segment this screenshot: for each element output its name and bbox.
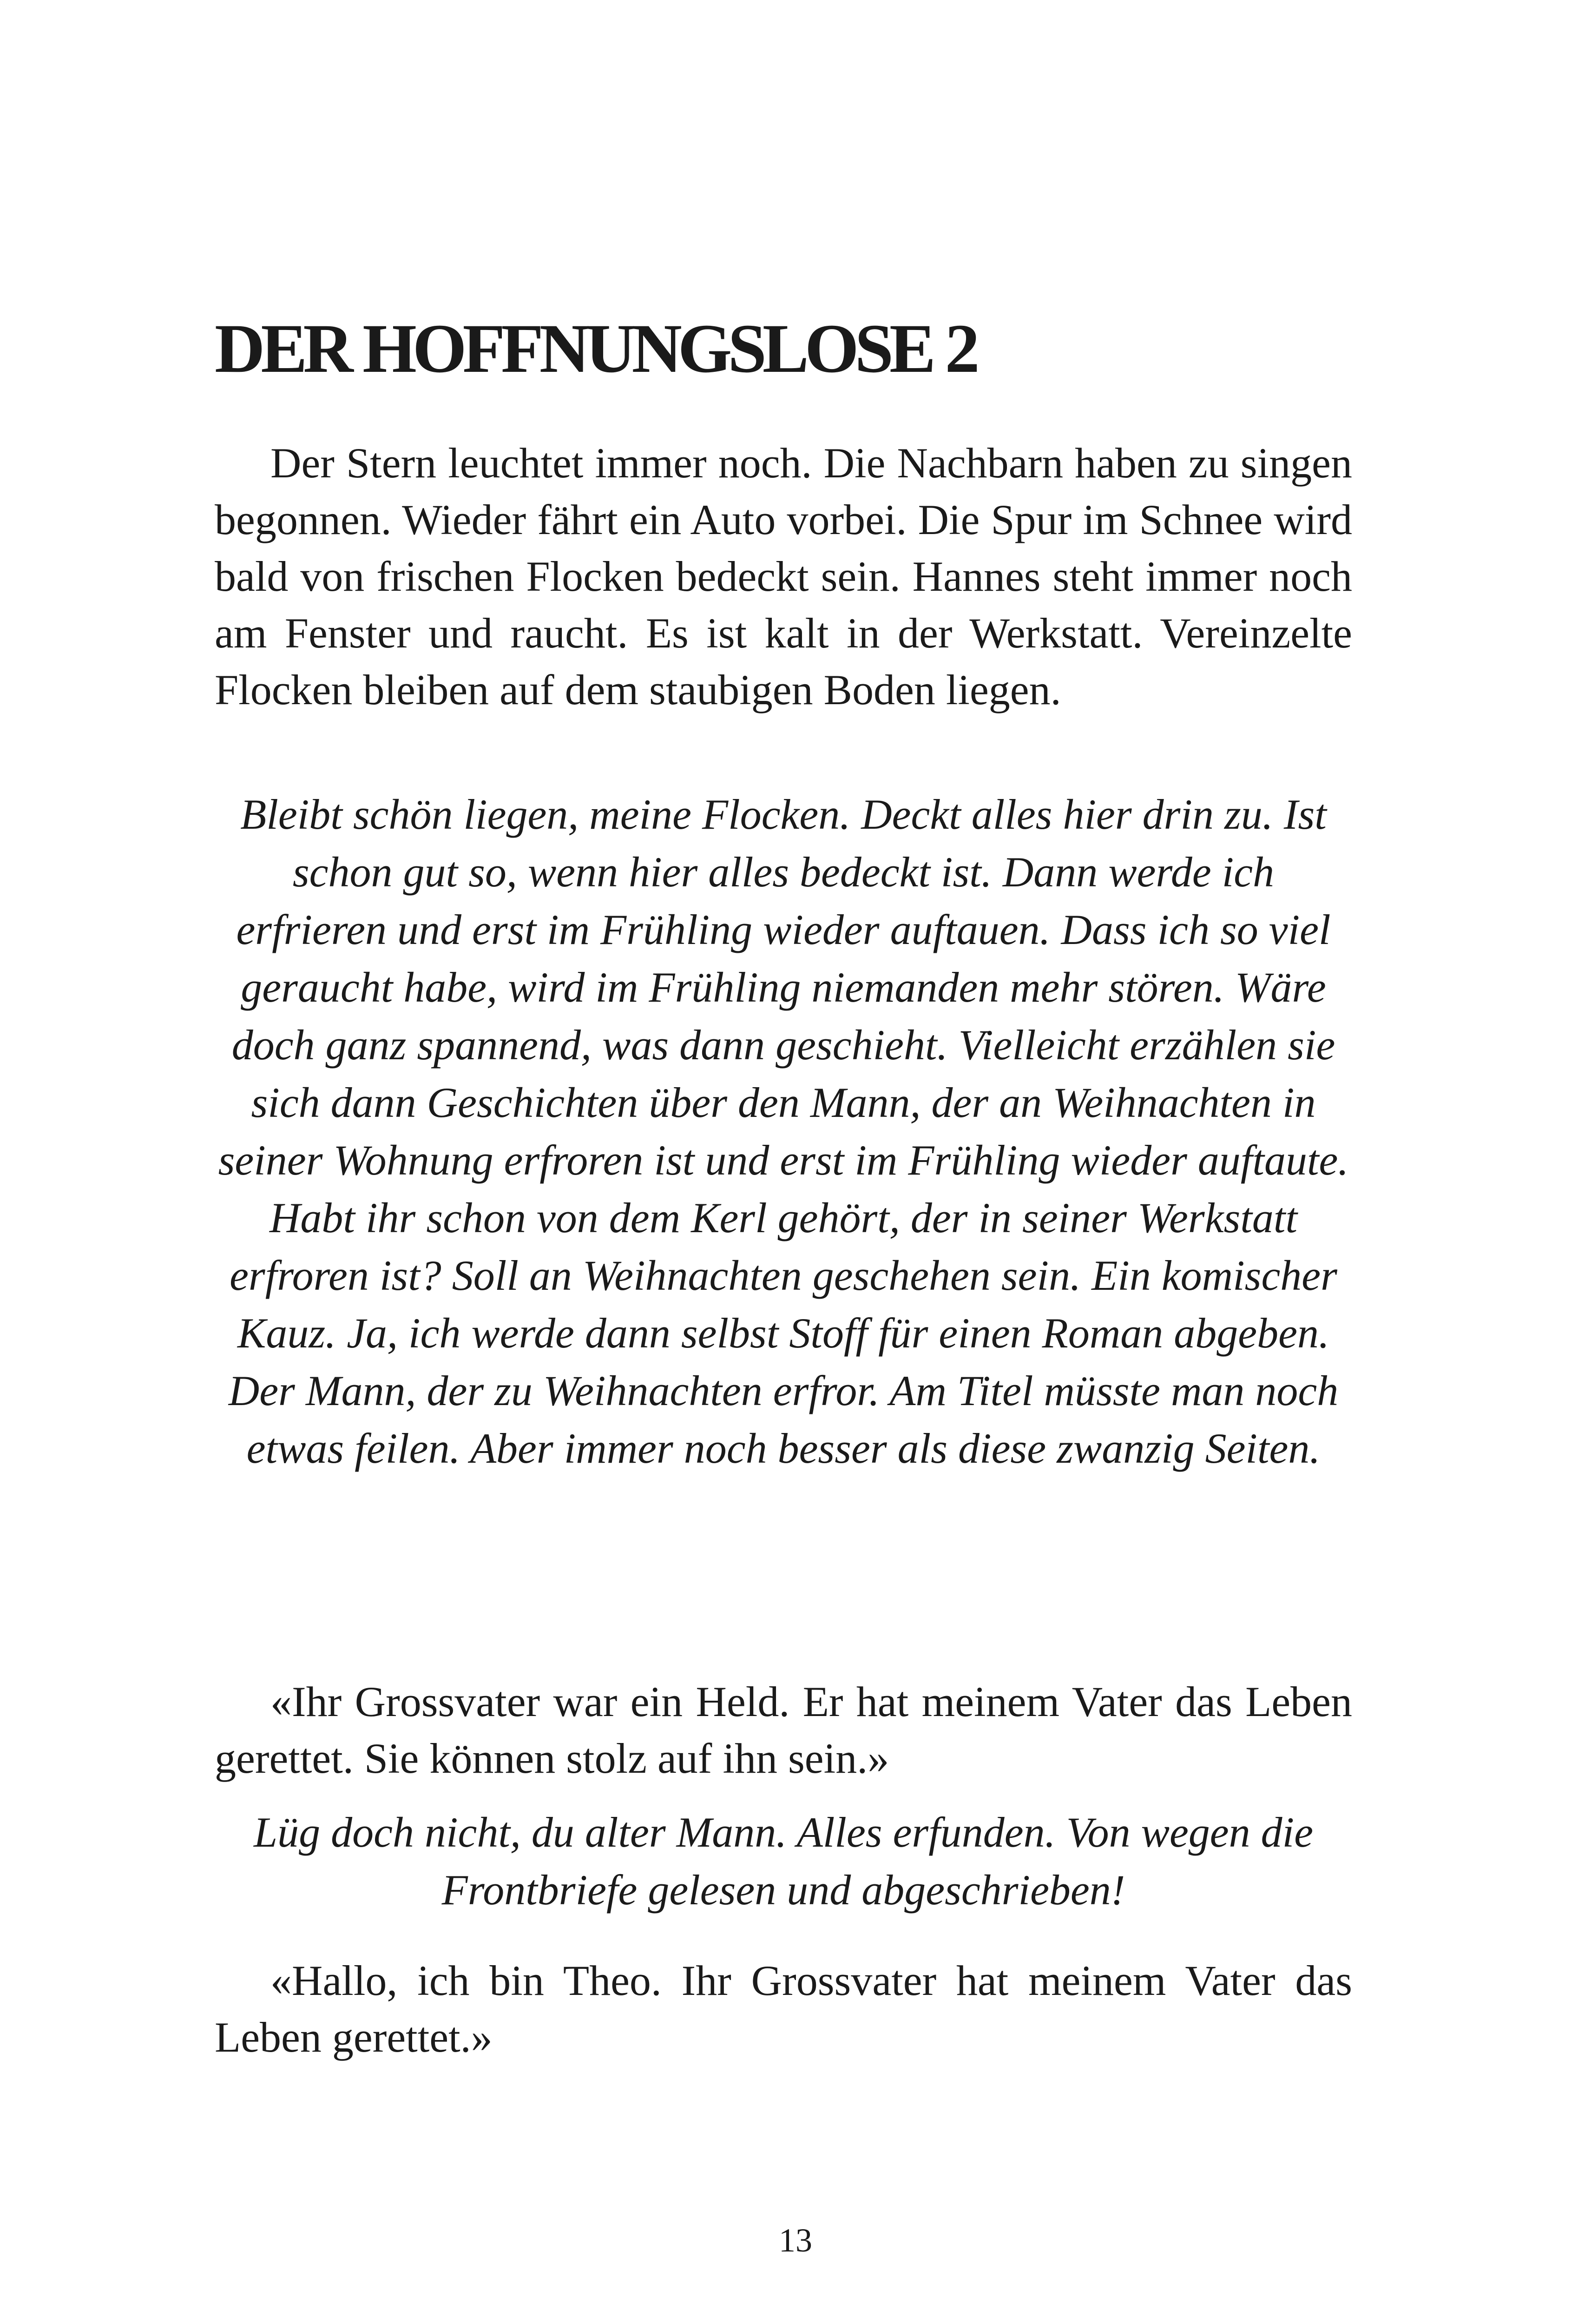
dialogue-paragraph: «Ihr Grossvater war ein Held. Er hat meinem Vater das Leben gerettet. Sie können stolz auf ihn sein.» — [215, 1678, 1352, 1782]
dialogue-paragraph: «Hallo, ich bin Theo. Ihr Grossvater hat meinem Vater das Leben gerettet.» — [215, 1957, 1352, 2061]
page-number: 13 — [779, 2222, 812, 2259]
narrative-paragraph: Der Stern leuchtet immer noch. Die Nachbarn haben zu singen begonnen. Wieder fährt ein Auto vorbei. Die Spur im Schnee wird bald von frischen Flocken bedeckt sein. Hannes steht immer noch am Fenster und raucht. Es ist kalt in der Werkstatt. Vereinzelte Flocken bleiben auf dem staubigen Boden liegen. — [215, 439, 1352, 713]
chapter-title: DER HOFFNUNGSLOSE 2 — [215, 310, 976, 387]
inner-monologue-paragraph: Lüg doch nicht, du alter Mann. Alles erfunden. Von wegen die Frontbriefe gelesen und abgeschrieben! — [253, 1809, 1314, 1914]
inner-monologue-paragraph: Bleibt schön liegen, meine Flocken. Deckt alles hier drin zu. Ist schon gut so, wenn hier alles bedeckt ist. Dann werde ich erfrieren und erst im Frühling wieder auftauen. Dass ich so viel geraucht habe, wird im Frühling niemanden mehr stören. Wäre doch ganz spannend, was dann geschieht. Vielleicht erzählen sie sich dann Geschichten über den Mann, der an Weihnachten in seiner Wohnung erfroren ist und erst im Frühling wieder auftaute. Habt ihr schon von dem Kerl gehört, der in seiner Werkstatt erfroren ist? Soll an Weihnachten geschehen sein. Ein komischer Kauz. Ja, ich werde dann selbst Stoff für einen Roman abgeben. Der Mann, der zu Weihnachten erfror. Am Titel müsste man noch etwas feilen. Aber immer noch besser als diese zwanzig Seiten. — [218, 791, 1349, 1472]
